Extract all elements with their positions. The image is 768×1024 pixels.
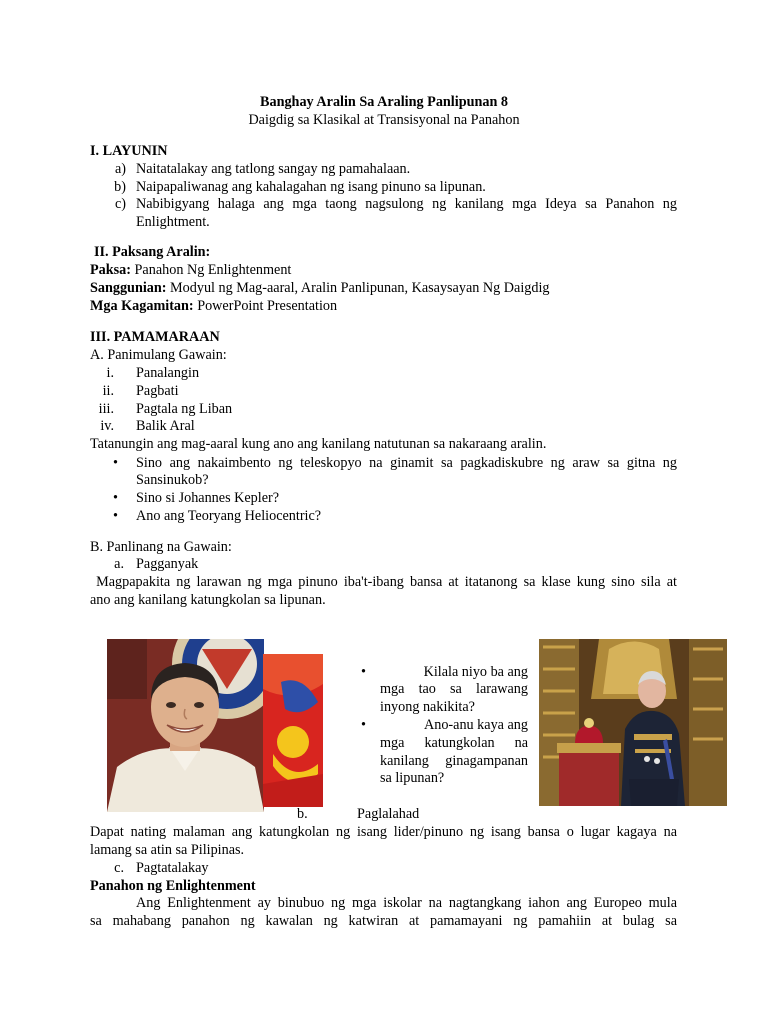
pagganyak-description-continued: ano ang kanilang katungkolan sa lipunan. xyxy=(90,592,326,608)
image-question-line: sa lipunan? xyxy=(380,770,445,786)
list-marker: ii. xyxy=(102,383,114,399)
list-marker: i. xyxy=(106,365,114,381)
pagtatalakay-label: Pagtatalakay xyxy=(136,860,209,876)
document-subtitle: Daigdig sa Klasikal at Transisyonal na Panahon xyxy=(248,112,520,128)
paksa-value: Panahon Ng Enlightenment xyxy=(134,262,292,278)
panlinang-heading: B. Panlinang na Gawain: xyxy=(90,539,232,555)
image-question-line: mga tao sa larawang xyxy=(380,681,528,697)
pagganyak-label: Pagganyak xyxy=(136,556,199,572)
pagganyak-description: Magpapakita ng larawan ng mga pinuno iba't-ibang bansa at itatanong sa klase kung sino sila at xyxy=(90,574,677,590)
document-title: Banghay Aralin Sa Araling Panlipunan 8 xyxy=(260,94,508,110)
enlightenment-paragraph-continued: sa mahabang panahon ng kawalan ng katwiran at pamamayani ng pamahiin at bulag sa xyxy=(90,913,677,929)
sanggunian-value: Modyul ng Mag-aaral, Aralin Panlipunan, Kasaysayan Ng Daigdig xyxy=(170,280,550,296)
list-marker: a. xyxy=(114,556,124,572)
image-question-line: mga katungkolan na xyxy=(380,735,528,751)
panimula-heading: A. Panimulang Gawain: xyxy=(90,347,227,363)
list-marker: a) xyxy=(114,161,126,177)
list-item-text: Balik Aral xyxy=(136,418,195,434)
paglalahad-label: Paglalahad xyxy=(357,806,420,822)
list-item-text: Pagtala ng Liban xyxy=(136,401,233,417)
review-question-text-continued: Sansinukob? xyxy=(136,472,209,488)
bullet-marker: • xyxy=(361,717,366,733)
kagamitan-label: Mga Kagamitan: xyxy=(90,298,194,314)
kagamitan-line xyxy=(90,298,337,316)
list-item-text: Naipapaliwanag ang kahalagahan ng isang pinuno sa lipunan. xyxy=(136,179,486,195)
paksa-line xyxy=(90,262,291,280)
bullet-marker: • xyxy=(113,508,118,524)
sanggunian-line xyxy=(90,280,549,298)
review-question-text: Sino si Johannes Kepler? xyxy=(136,490,280,506)
list-item-text: Nabibigyang halaga ang mga taong nagsulong ng kanilang mga Ideya sa Panahon ng xyxy=(136,196,677,212)
image-question-line: Kilala niyo ba ang xyxy=(423,664,528,680)
tanong-intro: Tatanungin ang mag-aaral kung ano ang kanilang natutunan sa nakaraang aralin. xyxy=(90,436,547,452)
list-item-text-continued: Enlightment. xyxy=(136,214,210,230)
flag-image xyxy=(263,654,323,807)
image-question-line: Ano-anu kaya ang xyxy=(423,717,528,733)
image-question-line: kanilang ginagampanan xyxy=(380,753,528,769)
paglalahad-description: Dapat nating malaman ang katungkolan ng isang lider/pinuno ng isang bansa o lugar kagaya na xyxy=(90,824,677,840)
kagamitan-value: PowerPoint Presentation xyxy=(197,298,338,314)
bullet-marker: • xyxy=(113,490,118,506)
image-question-line: inyong nakikita? xyxy=(380,699,475,715)
layunin-heading: I. LAYUNIN xyxy=(90,143,168,159)
bullet-marker: • xyxy=(113,455,118,471)
sanggunian-label: Sanggunian: xyxy=(90,280,167,296)
paglalahad-description-continued: lamang sa atin sa Pilipinas. xyxy=(90,842,245,858)
paksa-label: Paksa: xyxy=(90,262,131,278)
review-question-text: Sino ang nakaimbento ng teleskopyo na ginamit sa pagkadiskubre ng araw sa gitna ng xyxy=(136,455,677,471)
list-item-text: Naitatalakay ang tatlong sangay ng pamahalaan. xyxy=(136,161,411,177)
list-item-text: Pagbati xyxy=(136,383,179,399)
enlightenment-paragraph: Ang Enlightenment ay binubuo ng mga iskolar na nagtangkang iahon ang Europeo mula xyxy=(136,895,677,911)
list-marker: iii. xyxy=(98,401,114,417)
bullet-marker: • xyxy=(361,664,366,680)
list-item-text: Panalangin xyxy=(136,365,200,381)
review-question-text: Ano ang Teoryang Heliocentric? xyxy=(136,508,322,524)
king-on-throne-photo xyxy=(539,639,727,806)
paksang-aralin-heading: II. Paksang Aralin: xyxy=(94,244,211,260)
enlightenment-heading: Panahon ng Enlightenment xyxy=(90,878,256,894)
list-marker: c) xyxy=(114,196,126,212)
list-marker: b. xyxy=(297,806,308,822)
list-marker: iv. xyxy=(100,418,114,434)
list-marker: c. xyxy=(114,860,124,876)
philippine-leader-photo xyxy=(107,639,264,812)
list-marker: b) xyxy=(114,179,126,195)
pamamaraan-heading: III. PAMAMARAAN xyxy=(90,329,220,345)
